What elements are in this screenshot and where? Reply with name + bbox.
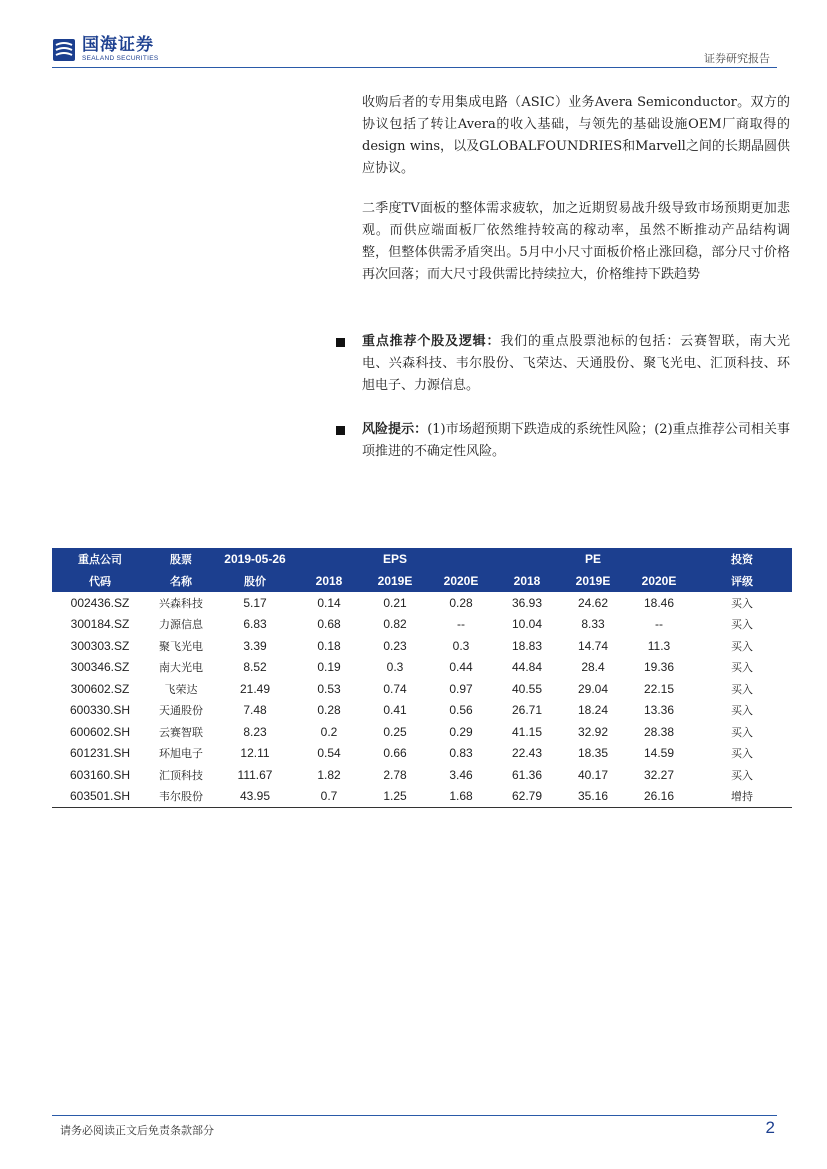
table-cell: 24.62 (577, 595, 609, 610)
table-cell: 2.78 (383, 767, 407, 782)
logo-english-name: SEALAND SECURITIES (82, 55, 159, 63)
table-cell: 43.95 (214, 786, 296, 808)
table-cell: 0.56 (449, 703, 473, 718)
header-divider (52, 67, 777, 68)
table-cell: 61.36 (511, 767, 543, 782)
table-row (52, 764, 792, 786)
table-cell: 买入 (731, 768, 753, 782)
page-number: 2 (765, 1118, 775, 1137)
table-cell: 600330.SH (69, 703, 131, 718)
table-cell: 买入 (731, 596, 753, 610)
table-row (52, 635, 792, 657)
table-cell: 19.36 (643, 660, 675, 675)
table-cell: 韦尔股份 (148, 786, 214, 808)
table-row (52, 721, 792, 743)
table-cell: 41.15 (511, 724, 543, 739)
table-cell: 汇顶科技 (159, 768, 203, 782)
table-cell: 0.83 (449, 746, 473, 761)
table-cell: 40.17 (577, 767, 609, 782)
table-cell: 44.84 (511, 660, 543, 675)
table-cell: 天通股份 (159, 704, 203, 718)
footer-divider (52, 1115, 777, 1116)
table-cell: 111.67 (237, 767, 273, 782)
table-cell: 0.74 (383, 681, 407, 696)
table-row (52, 786, 792, 808)
table-cell: 买入 (731, 747, 753, 761)
table-cell: 0.21 (383, 595, 407, 610)
header-cell (296, 548, 362, 570)
table-cell: 11.3 (647, 638, 671, 653)
table-cell: 0.97 (449, 681, 473, 696)
header-cell (428, 548, 494, 570)
table-cell: 0.23 (383, 638, 407, 653)
table-cell: 飞荣达 (164, 682, 198, 696)
table-cell: 18.83 (511, 638, 543, 653)
table-cell: 10.04 (511, 617, 543, 632)
table-cell: 0.44 (449, 660, 473, 675)
table-cell: 18.35 (577, 746, 609, 761)
table-cell: 云赛智联 (159, 725, 203, 739)
main-content (362, 92, 790, 286)
table-cell: 0.3 (386, 660, 404, 675)
table-cell: 3.46 (449, 767, 473, 782)
bullet-square-icon (336, 426, 345, 435)
table-row (52, 614, 792, 636)
bullet-text: 我们的重点股票池标的包括：云赛智联，南大光电、兴森科技、韦尔股份、飞荣达、天通股份、聚飞光电、汇顶科技、环旭电子、力源信息。 (362, 334, 790, 393)
table-cell: 兴森科技 (159, 596, 203, 610)
table-cell: 0.68 (317, 617, 341, 632)
table-cell: 14.59 (643, 746, 675, 761)
table-row (52, 700, 792, 722)
table-cell: 0.54 (317, 746, 341, 761)
table-cell: 环旭电子 (159, 747, 203, 761)
table-cell: 1.82 (317, 767, 341, 782)
table-cell: 40.55 (511, 681, 543, 696)
bullet-square-icon (336, 338, 345, 347)
table-cell: 300303.SZ (70, 638, 130, 653)
table-cell: 买入 (731, 661, 753, 675)
header-cell: 投资 (731, 553, 753, 566)
table-cell: 002436.SZ (70, 595, 130, 610)
bullet-text: (1)市场超预期下跌造成的系统性风险；(2)重点推荐公司相关事项推进的不确定性风险。 (362, 422, 790, 459)
table-cell: 36.93 (511, 595, 543, 610)
table-cell: 买入 (731, 704, 753, 718)
table-cell: 增持 (692, 786, 792, 808)
table-cell: 300346.SZ (70, 660, 130, 675)
header-cell: 2019-05-26 (224, 552, 286, 566)
header-cell: 股价 (244, 575, 266, 588)
table-cell: 601231.SH (69, 746, 131, 761)
table-cell: 6.83 (243, 617, 267, 632)
table-cell: 35.16 (560, 786, 626, 808)
table-cell: 0.41 (383, 703, 407, 718)
table-cell: 26.16 (626, 786, 692, 808)
table-cell: 3.39 (243, 638, 267, 653)
table-cell: 600602.SH (69, 724, 131, 739)
report-type-label: 证券研究报告 (704, 52, 770, 65)
table-cell: 0.28 (317, 703, 341, 718)
header-cell: 2019E (377, 574, 413, 588)
page-header (52, 34, 776, 68)
table-cell: 18.24 (577, 703, 609, 718)
table-cell: 0.7 (296, 786, 362, 808)
table-cell: 0.29 (449, 724, 473, 739)
paragraph-avera: 收购后者的专用集成电路（ASIC）业务Avera Semiconductor。双方的协议包括了转让Avera的收入基础，与领先的基础设施OEM厂商取得的design wins，以及GLOBALFOUNDRIES和Marvell之间的长期晶圆供应协议。 (362, 95, 790, 176)
table-row (52, 678, 792, 700)
table-cell: 7.48 (243, 703, 267, 718)
table-cell: -- (655, 617, 663, 632)
logo-chinese-name: 国海证券 (82, 35, 154, 56)
bullet-key-recommendations (336, 331, 790, 397)
table-row (52, 743, 792, 765)
table-row (52, 592, 792, 614)
table-cell: 0.82 (383, 617, 407, 632)
table-cell: 18.46 (643, 595, 675, 610)
table-cell: 南大光电 (159, 661, 203, 675)
header-cell: 2020E (641, 574, 677, 588)
table-cell: 62.79 (494, 786, 560, 808)
header-cell: 2020E (443, 574, 479, 588)
table-cell: 26.71 (511, 703, 543, 718)
table-cell: 0.2 (320, 724, 338, 739)
header-cell: 2019E (575, 574, 611, 588)
table-cell: 0.19 (317, 660, 341, 675)
table-cell: 12.11 (240, 746, 270, 761)
table-cell: 32.92 (577, 724, 609, 739)
table-cell: 22.15 (643, 681, 675, 696)
table-cell: 0.66 (383, 746, 407, 761)
table-cell: 聚飞光电 (159, 639, 203, 653)
table-cell: 5.17 (243, 595, 267, 610)
table-cell: 买入 (731, 682, 753, 696)
table-cell: 8.33 (581, 617, 605, 632)
table-cell: 0.28 (449, 595, 473, 610)
table-cell: 8.52 (243, 660, 267, 675)
sealand-logo-icon (52, 37, 76, 63)
header-cell: 名称 (170, 575, 192, 588)
header-cell: 评级 (731, 575, 753, 588)
table-cell: 0.25 (383, 724, 407, 739)
table-cell: 0.14 (317, 595, 341, 610)
table-cell: 28.4 (581, 660, 605, 675)
table-cell: 买入 (731, 725, 753, 739)
header-cell (494, 548, 560, 570)
table-cell: 603501.SH (52, 786, 148, 808)
header-cell: 2018 (315, 574, 343, 588)
header-cell: 股票 (170, 553, 192, 566)
table-body (52, 592, 792, 808)
table-cell: 0.53 (317, 681, 341, 696)
table-cell: 13.36 (643, 703, 675, 718)
header-cell (626, 548, 692, 570)
table-header-row-1 (52, 548, 792, 570)
table-cell: 0.3 (452, 638, 470, 653)
table-cell: 1.25 (362, 786, 428, 808)
bullet-title: 重点推荐个股及逻辑： (362, 334, 501, 349)
table-cell: 21.49 (239, 681, 271, 696)
table-cell: 300602.SZ (70, 681, 130, 696)
table-cell: 32.27 (643, 767, 675, 782)
table-cell: 0.18 (317, 638, 341, 653)
table-cell: 8.23 (243, 724, 267, 739)
disclaimer-note: 请务必阅读正文后免责条款部分 (60, 1124, 214, 1137)
table-cell: -- (457, 617, 465, 632)
paragraph-tv-panel: 二季度TV面板的整体需求疲软，加之近期贸易战升级导致市场预期更加悲观。而供应端面板厂依然维持较高的稼动率，虽然不断推动产品结构调整，但整体供需矛盾突出。5月中小尺寸面板价格止涨回稳，部分尺寸价格再次回落；而大尺寸段供需比持续拉大，价格维持下跌趋势 (362, 201, 790, 282)
table-row (52, 657, 792, 679)
header-cell-eps: EPS (382, 552, 407, 566)
table-cell: 买入 (731, 618, 753, 632)
company-logo (52, 36, 159, 64)
table-cell: 力源信息 (159, 618, 203, 632)
header-cell-pe: PE (584, 552, 601, 566)
table-cell: 300184.SZ (70, 617, 130, 632)
table-cell: 14.74 (577, 638, 609, 653)
bullet-risk-warning (336, 419, 790, 463)
bullet-title: 风险提示： (362, 422, 428, 437)
recommended-stocks-table (52, 548, 792, 808)
table-header-row-2 (52, 570, 792, 592)
table-cell: 28.38 (643, 724, 675, 739)
header-cell: 代码 (89, 575, 111, 588)
table-cell: 29.04 (577, 681, 609, 696)
table-cell: 603160.SH (69, 767, 131, 782)
table-cell: 买入 (731, 639, 753, 653)
header-cell: 重点公司 (78, 553, 122, 566)
header-cell: 2018 (513, 574, 541, 588)
table-cell: 22.43 (511, 746, 543, 761)
table-cell: 1.68 (428, 786, 494, 808)
